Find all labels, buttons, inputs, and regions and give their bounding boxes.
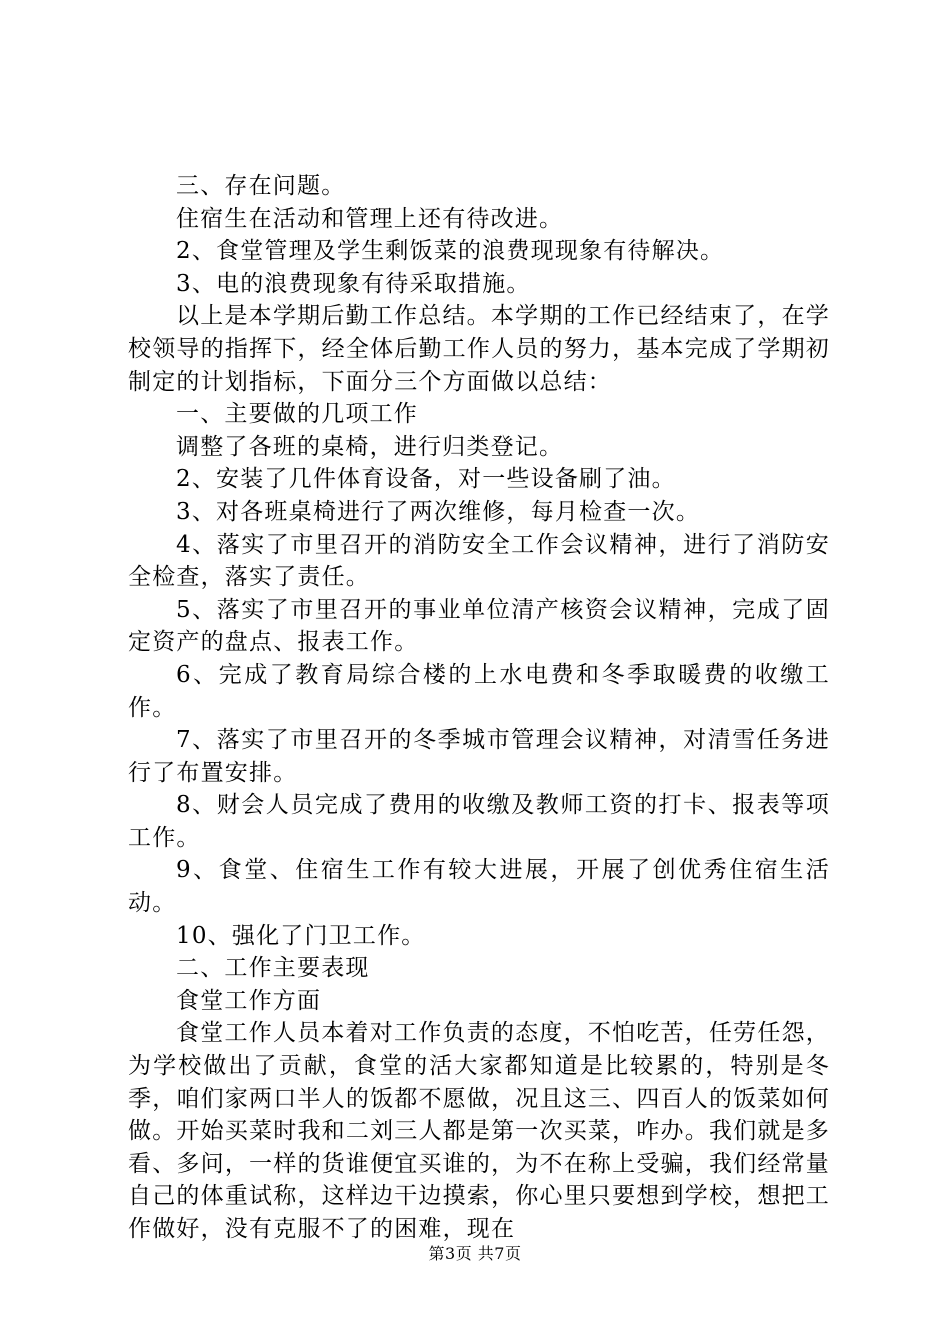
paragraph: 3、电的浪费现象有待采取措施。 [176,270,531,297]
paragraph-intro: 以上是本学期后勤工作总结。本学期的工作已经结束了，在学校领导的指挥下，经全体后勤工作人员的努力，基本完成了学期初制定的计划指标，下面分三个方面做以总结： [128,303,830,395]
subsection-heading-canteen: 食堂工作方面 [176,987,322,1014]
list-item: 8、财会人员完成了费用的收缴及教师工资的打卡、报表等项工作。 [128,792,830,851]
section-heading-problems: 三、存在问题。 [176,173,346,199]
page-number-footer: 第3页 共7页 [428,1244,522,1263]
paragraph: 住宿生在活动和管理上还有待改进。 [176,205,564,232]
list-item: 4、落实了市里召开的消防安全工作会议精神，进行了消防安全检查，落实了责任。 [128,531,830,591]
list-item: 5、落实了市里召开的事业单位清产核资会议精神，完成了固定资产的盘点、报表工作。 [128,596,830,656]
document-body [128,170,830,1246]
list-item: 2、安装了几件体育设备，对一些设备刷了油。 [176,466,676,493]
section-heading-performance: 二、工作主要表现 [176,955,370,982]
list-item: 7、落实了市里召开的冬季城市管理会议精神，对清雪任务进行了布置安排。 [128,727,830,786]
list-item: 6、完成了教育局综合楼的上水电费和冬季取暖费的收缴工作。 [128,661,830,721]
paragraph: 2、食堂管理及学生剩饭菜的浪费现现象有待解决。 [176,238,725,265]
list-item: 9、食堂、住宿生工作有较大进展，开展了创优秀住宿生活动。 [128,857,830,917]
paragraph-canteen: 食堂工作人员本着对工作负责的态度，不怕吃苦，任劳任怨，为学校做出了贡献，食堂的活大家都知道是比较累的，特别是冬季，咱们家两口半人的饭都不愿做，况且这三、四百人的饭菜如何做。开始买菜时我和二刘三人都是第一次买菜，咋办。我们就是多看、多问，一样的货谁便宜买谁的，为不在称上受骗，我们经常量自己的体重试称，这样边干边摸索，你心里只要想到学校，想把工作做好，没有克服不了的困难，现在 [128,1020,830,1242]
list-item: 调整了各班的桌椅，进行归类登记。 [176,433,564,460]
section-heading-main-work: 一、主要做的几项工作 [176,401,418,428]
list-item: 10、强化了门卫工作。 [176,922,426,949]
list-item: 3、对各班桌椅进行了两次维修，每月检查一次。 [176,498,701,525]
